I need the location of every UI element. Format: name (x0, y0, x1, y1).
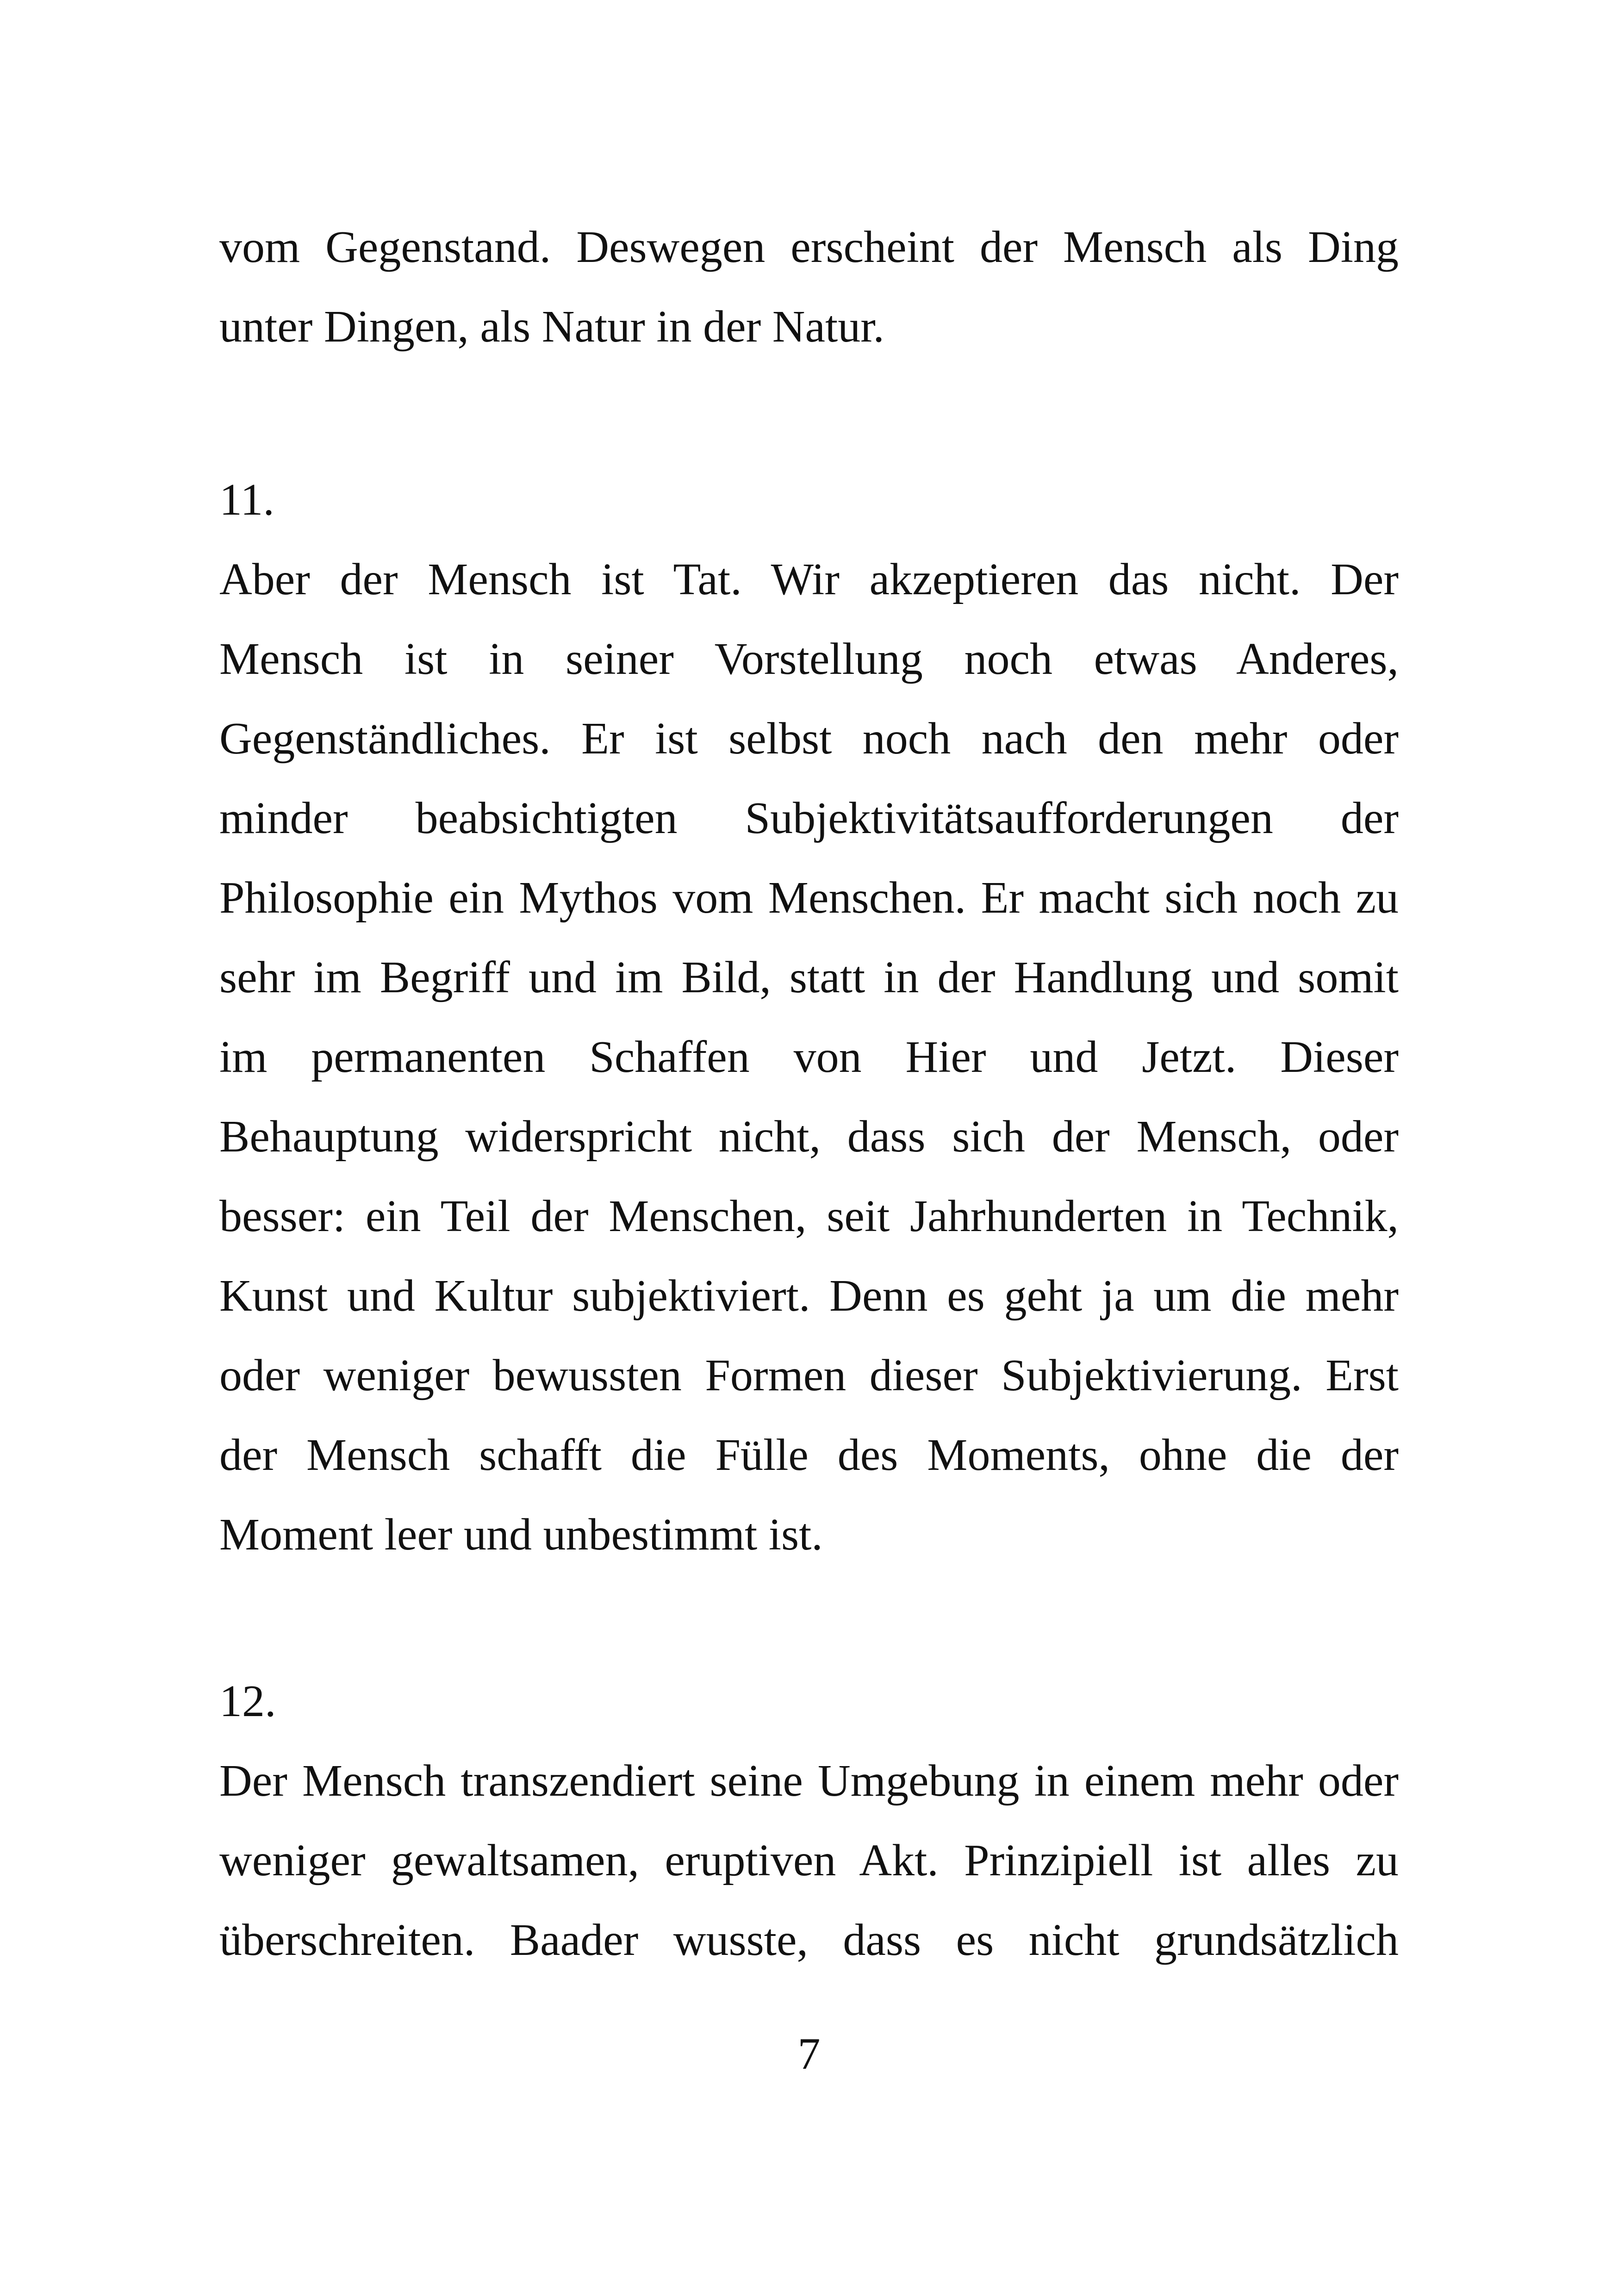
text-line: besser: ein Teil der Menschen, seit Jahrhunderten in Technik, (219, 1191, 1399, 1241)
text-line: Moment leer und unbestimmt ist. (219, 1510, 823, 1560)
text-line: sehr im Begriff und im Bild, statt in der Handlung und somit (219, 952, 1399, 1002)
text-line: Philosophie ein Mythos vom Menschen. Er macht sich noch zu (219, 873, 1399, 923)
text-line: weniger gewaltsamen, eruptiven Akt. Prinzipiell ist alles zu (219, 1836, 1399, 1885)
intro-paragraph (219, 207, 1399, 367)
text-line: minder beabsichtigten Subjektivitätsaufforderungen der (219, 793, 1399, 843)
section-number: 11. (219, 475, 274, 525)
text-line: vom Gegenstand. Deswegen erscheint der Mensch als Ding (219, 222, 1399, 272)
text-line: überschreiten. Baader wusste, dass es nicht grundsätzlich (219, 1915, 1399, 1965)
text-line: im permanenten Schaffen von Hier und Jetzt. Dieser (219, 1032, 1399, 1082)
text-line: Aber der Mensch ist Tat. Wir akzeptieren das nicht. Der (219, 554, 1399, 604)
text-line: Mensch ist in seiner Vorstellung noch etwas Anderes, (219, 634, 1399, 684)
text-line: unter Dingen, als Natur in der Natur. (219, 302, 884, 352)
text-line: der Mensch schafft die Fülle des Moments, ohne die der (219, 1430, 1399, 1480)
text-line: Kunst und Kultur subjektiviert. Denn es geht ja um die mehr (219, 1271, 1399, 1321)
text-line: Behauptung widerspricht nicht, dass sich der Mensch, oder (219, 1112, 1399, 1162)
section-11 (219, 460, 1399, 1574)
text-line: Gegenständliches. Er ist selbst noch nach den mehr oder (219, 714, 1399, 764)
page-number: 7 (797, 2029, 821, 2079)
section-12 (219, 1661, 1399, 1980)
section-number: 12. (219, 1676, 276, 1726)
text-line: Der Mensch transzendiert seine Umgebung in einem mehr oder (219, 1756, 1399, 1806)
text-line: oder weniger bewussten Formen dieser Subjektivierung. Erst (219, 1350, 1399, 1400)
